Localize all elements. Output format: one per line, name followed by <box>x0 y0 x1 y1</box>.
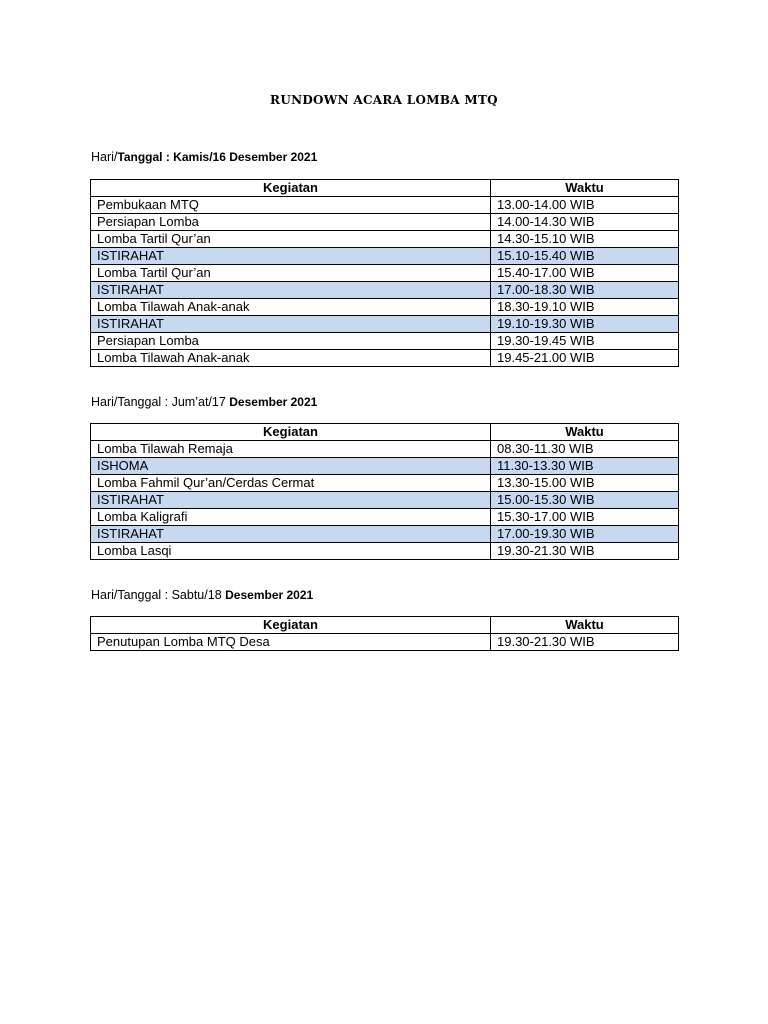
time-cell: 17.00-18.30 WIB <box>491 282 679 299</box>
time-cell: 17.00-19.30 WIB <box>491 526 679 543</box>
time-cell: 18.30-19.10 WIB <box>491 299 679 316</box>
table-row <box>91 634 679 651</box>
day-1-label-prefix: Hari/ <box>91 150 118 164</box>
header-waktu: Waktu <box>491 180 679 197</box>
activity-cell: Pembukaan MTQ <box>91 197 491 214</box>
activity-cell: Persiapan Lomba <box>91 214 491 231</box>
time-cell: 15.00-15.30 WIB <box>491 492 679 509</box>
activity-cell: Lomba Tilawah Remaja <box>91 441 491 458</box>
table-row <box>91 299 679 316</box>
time-cell: 19.30-21.30 WIB <box>491 543 679 560</box>
table-header-row <box>91 424 679 441</box>
time-cell: 11.30-13.30 WIB <box>491 458 679 475</box>
day-2-label-date: Desember 2021 <box>229 395 318 409</box>
table-row <box>91 458 679 475</box>
day-3-label <box>91 588 313 602</box>
table-row <box>91 441 679 458</box>
time-cell: 19.30-19.45 WIB <box>491 333 679 350</box>
activity-cell: Persiapan Lomba <box>91 333 491 350</box>
day-1-schedule-table <box>90 179 679 367</box>
activity-cell: ISHOMA <box>91 458 491 475</box>
time-cell: 19.10-19.30 WIB <box>491 316 679 333</box>
activity-cell: ISTIRAHAT <box>91 316 491 333</box>
activity-cell: Lomba Tartil Qur’an <box>91 231 491 248</box>
table-row <box>91 197 679 214</box>
header-kegiatan: Kegiatan <box>91 617 491 634</box>
activity-cell: ISTIRAHAT <box>91 526 491 543</box>
activity-cell: Lomba Tartil Qur’an <box>91 265 491 282</box>
day-2-label-prefix: Hari/Tanggal : Jum’at/17 <box>91 395 230 409</box>
day-1-label-date: Tanggal : Kamis/16 Desember 2021 <box>117 150 318 164</box>
activity-cell: Penutupan Lomba MTQ Desa <box>91 634 491 651</box>
table-row <box>91 231 679 248</box>
header-waktu: Waktu <box>491 617 679 634</box>
table-row <box>91 492 679 509</box>
day-3-schedule-table <box>90 616 679 651</box>
table-row <box>91 316 679 333</box>
table-header-row <box>91 180 679 197</box>
activity-cell: Lomba Lasqi <box>91 543 491 560</box>
table-row <box>91 350 679 367</box>
table-row <box>91 265 679 282</box>
day-2-schedule-table <box>90 423 679 560</box>
table-row <box>91 509 679 526</box>
activity-cell: Lomba Kaligrafi <box>91 509 491 526</box>
document-title: RUNDOWN ACARA LOMBA MTQ <box>270 93 498 107</box>
header-kegiatan: Kegiatan <box>91 424 491 441</box>
table-row <box>91 526 679 543</box>
day-3-rows <box>91 634 679 651</box>
time-cell: 19.30-21.30 WIB <box>491 634 679 651</box>
day-3-label-prefix: Hari/Tanggal : Sabtu/18 <box>91 588 226 602</box>
table-row <box>91 543 679 560</box>
day-2-label <box>91 395 317 409</box>
time-cell: 15.40-17.00 WIB <box>491 265 679 282</box>
time-cell: 13.30-15.00 WIB <box>491 475 679 492</box>
time-cell: 13.00-14.00 WIB <box>491 197 679 214</box>
time-cell: 15.10-15.40 WIB <box>491 248 679 265</box>
day-2-rows <box>91 441 679 560</box>
activity-cell: ISTIRAHAT <box>91 282 491 299</box>
header-waktu: Waktu <box>491 424 679 441</box>
time-cell: 08.30-11.30 WIB <box>491 441 679 458</box>
time-cell: 15.30-17.00 WIB <box>491 509 679 526</box>
time-cell: 14.00-14.30 WIB <box>491 214 679 231</box>
time-cell: 19.45-21.00 WIB <box>491 350 679 367</box>
table-row <box>91 282 679 299</box>
activity-cell: Lomba Tilawah Anak-anak <box>91 350 491 367</box>
table-row <box>91 214 679 231</box>
activity-cell: ISTIRAHAT <box>91 248 491 265</box>
table-row <box>91 248 679 265</box>
header-kegiatan: Kegiatan <box>91 180 491 197</box>
table-row <box>91 475 679 492</box>
table-row <box>91 333 679 350</box>
activity-cell: ISTIRAHAT <box>91 492 491 509</box>
activity-cell: Lomba Fahmil Qur’an/Cerdas Cermat <box>91 475 491 492</box>
day-1-label <box>91 150 317 164</box>
activity-cell: Lomba Tilawah Anak-anak <box>91 299 491 316</box>
day-3-label-date: Desember 2021 <box>225 588 314 602</box>
day-1-rows <box>91 197 679 367</box>
table-header-row <box>91 617 679 634</box>
time-cell: 14.30-15.10 WIB <box>491 231 679 248</box>
